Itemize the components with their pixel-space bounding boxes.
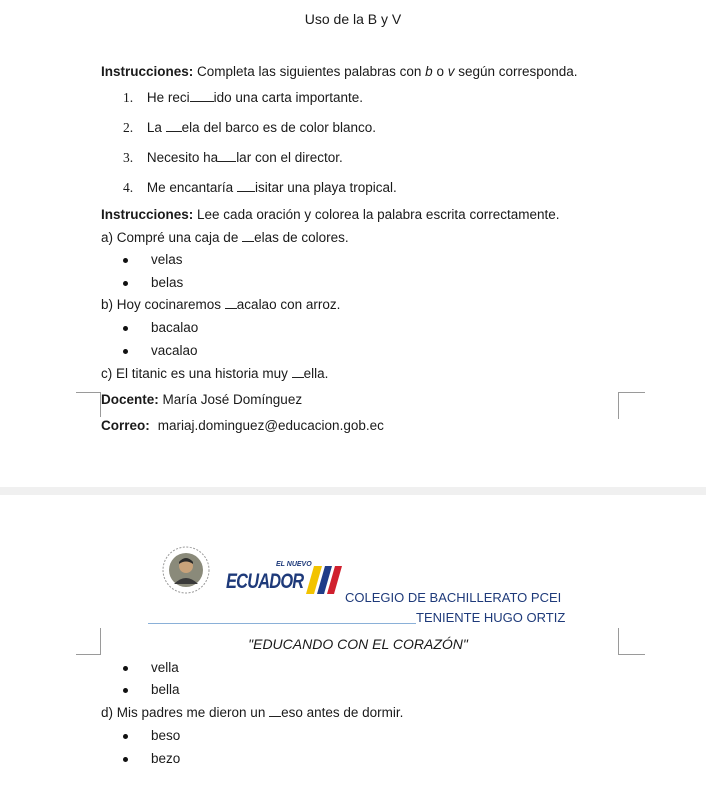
seal-icon — [162, 546, 210, 594]
item-number: 3. — [123, 150, 134, 165]
option-bezo[interactable]: bezo — [151, 751, 181, 766]
instructions-conj: o — [432, 64, 448, 79]
docente-label: Docente: — [101, 392, 159, 407]
question-d — [101, 705, 403, 720]
bullet-icon — [123, 281, 128, 286]
logo-main-text: ECUADOR — [226, 570, 304, 593]
bullet-icon — [123, 757, 128, 762]
instructions-text-end: según corresponda. — [454, 64, 578, 79]
instructions-2 — [101, 207, 559, 222]
school-seal — [162, 546, 210, 594]
bullet-icon — [123, 258, 128, 263]
item-text-before: He reci — [146, 90, 190, 105]
blank-line — [237, 181, 255, 192]
blank-line — [218, 151, 236, 162]
question-text-before: c) El titanic es una historia muy — [101, 366, 292, 381]
bullet-icon — [123, 688, 128, 693]
list-item — [123, 150, 343, 166]
list-item — [123, 180, 397, 196]
question-b — [101, 297, 340, 312]
docente-value: María José Domínguez — [158, 392, 303, 407]
school-motto: "EDUCANDO CON EL CORAZÓN" — [248, 636, 468, 652]
question-a — [101, 230, 349, 245]
bullet-icon — [123, 349, 128, 354]
option-bella[interactable]: bella — [151, 682, 180, 697]
blank-line — [269, 706, 281, 717]
letter-b: b — [425, 64, 433, 79]
question-c — [101, 366, 328, 381]
item-text-before: Necesito ha — [146, 150, 219, 165]
item-number: 2. — [123, 120, 134, 135]
item-text-after: ela del barco es de color blanco. — [181, 120, 377, 135]
option-vacalao[interactable]: vacalao — [151, 343, 198, 358]
list-item — [123, 120, 376, 136]
blank-line — [225, 298, 237, 309]
blank-line — [166, 121, 182, 132]
question-text-before: b) Hoy cocinaremos — [101, 297, 225, 312]
footer-corner-left — [76, 392, 101, 417]
docente-line — [101, 392, 302, 407]
blank-line — [242, 231, 254, 242]
instructions-label: Instrucciones: — [101, 207, 194, 222]
bullet-icon — [123, 666, 128, 671]
item-number: 1. — [123, 90, 134, 105]
ecuador-logo — [226, 558, 346, 598]
option-beso[interactable]: beso — [151, 728, 181, 743]
item-text-before: La — [146, 120, 166, 135]
list-item — [123, 90, 363, 106]
item-number: 4. — [123, 180, 134, 195]
flag-stripes-icon — [306, 566, 344, 594]
correo-value[interactable]: mariaj.dominguez@educacion.gob.ec — [157, 418, 384, 433]
logo-small-text: EL NUEVO — [276, 561, 312, 568]
instructions-1 — [101, 64, 578, 79]
question-text-before: d) Mis padres me dieron un — [101, 705, 270, 720]
correo-label: Correo: — [101, 418, 150, 433]
question-text-before: a) Compré una caja de — [101, 230, 243, 245]
school-name-line2: TENIENTE HUGO ORTIZ — [416, 610, 566, 625]
blank-line — [292, 367, 304, 378]
bullet-icon — [123, 326, 128, 331]
instructions-text: Completa las siguientes palabras con — [193, 64, 426, 79]
correo-line — [101, 418, 384, 433]
item-text-after: isitar una playa tropical. — [254, 180, 397, 195]
footer-corner-right — [618, 392, 645, 419]
question-text-after: ella. — [303, 366, 329, 381]
page-title: Uso de la B y V — [304, 11, 402, 27]
option-bacalao[interactable]: bacalao — [151, 320, 199, 335]
question-text-after: acalao con arroz. — [236, 297, 341, 312]
header-rule — [148, 623, 416, 624]
question-text-after: elas de colores. — [254, 230, 349, 245]
item-text-after: lar con el director. — [236, 150, 343, 165]
letter-v: v — [447, 64, 455, 79]
blank-line — [190, 91, 214, 102]
bullet-icon — [123, 734, 128, 739]
page-break — [0, 487, 706, 495]
instructions-text: Lee cada oración y colorea la palabra escrita correctamente. — [193, 207, 560, 222]
item-text-before: Me encantaría — [146, 180, 237, 195]
option-velas[interactable]: velas — [151, 252, 183, 267]
school-name-line1: COLEGIO DE BACHILLERATO PCEI — [345, 590, 562, 605]
option-vella[interactable]: vella — [151, 660, 179, 675]
question-text-after: eso antes de dormir. — [281, 705, 404, 720]
instructions-label: Instrucciones: — [101, 64, 194, 79]
option-belas[interactable]: belas — [151, 275, 184, 290]
item-text-after: ido una carta importante. — [213, 90, 363, 105]
